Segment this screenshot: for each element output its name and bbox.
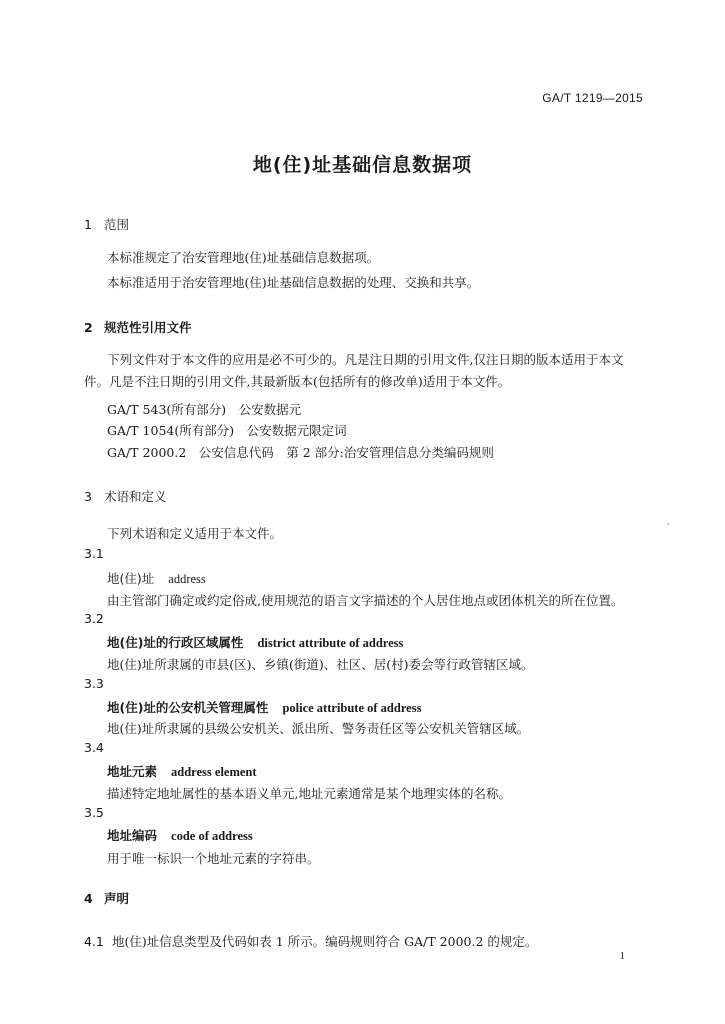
term-heading (107, 698, 421, 716)
scope-paragraph-2: 本标准适用于治安管理地(住)址基础信息数据的处理、交换和共享。 (107, 275, 480, 290)
term-definition: 用于唯一标识一个地址元素的字符串。 (107, 851, 320, 866)
normative-intro: 下列文件对于本文件的应用是必不可少的。凡是注日期的引用文件,仅注日期的版本适用于本文件。凡是不注日期的引用文件,其最新版本(包括所有的修改单)适用于本文件。 (84, 352, 624, 389)
term-en: district attribute of address (257, 636, 404, 650)
term-en: address (168, 572, 206, 586)
term-definition: 地(住)址所隶属的市县(区)、乡镇(街道)、社区、居(村)委会等行政管辖区域。 (107, 657, 534, 672)
term-heading (107, 826, 253, 844)
term-en: police attribute of address (282, 701, 422, 715)
normative-ref-2: GA/T 1054(所有部分) 公安数据元限定词 (107, 423, 347, 438)
scan-mark: - (666, 519, 670, 530)
term-definition: 由主管部门确定或约定俗成,使用规范的语言文字描述的个人居住地点或团体机关的所在位置。 (107, 593, 624, 608)
document-title: 地(住)址基础信息数据项 (252, 154, 473, 176)
clause-text: 地(住)址信息类型及代码如表 1 所示。编码规则符合 GA/T 2000.2 的规定。 (112, 934, 538, 949)
section-4-heading (84, 889, 129, 907)
term-zh: 地址元素 (107, 764, 158, 779)
term-number: 3.1 (84, 546, 104, 561)
section-title: 规范性引用文件 (104, 320, 192, 335)
section-number: 4 (84, 891, 93, 906)
page-number: 1 (619, 950, 625, 962)
section-3-heading (84, 487, 167, 505)
term-zh: 地(住)址的公安机关管理属性 (107, 700, 269, 715)
term-en: address element (171, 765, 257, 779)
term-heading (107, 762, 257, 780)
term-number: 3.2 (84, 611, 104, 626)
term-definition: 地(住)址所隶属的县级公安机关、派出所、警务责任区等公安机关管辖区域。 (107, 721, 530, 736)
section-title: 术语和定义 (104, 489, 167, 504)
term-zh: 地址编码 (107, 828, 158, 843)
normative-ref-3: GA/T 2000.2 公安信息代码 第 2 部分:治安管理信息分类编码规则 (107, 445, 494, 460)
clause-number: 4.1 (84, 934, 104, 949)
term-number: 3.5 (84, 805, 104, 820)
standard-code: GA/T 1219—2015 (542, 91, 643, 105)
section-1-heading (84, 215, 129, 233)
term-number: 3.4 (84, 740, 104, 755)
term-en: code of address (171, 829, 253, 843)
section-title: 范围 (104, 217, 130, 232)
terms-intro: 下列术语和定义适用于本文件。 (107, 526, 283, 541)
scope-paragraph-1: 本标准规定了治安管理地(住)址基础信息数据项。 (107, 250, 380, 265)
section-2-heading (84, 318, 192, 336)
normative-ref-1: GA/T 543(所有部分) 公安数据元 (107, 402, 302, 417)
term-zh: 地(住)址的行政区域属性 (107, 635, 244, 650)
term-heading (107, 569, 206, 587)
section-number: 1 (84, 217, 92, 232)
term-heading (107, 633, 403, 651)
clause-4-1 (84, 932, 537, 950)
term-number: 3.3 (84, 676, 104, 691)
section-title: 声明 (104, 891, 130, 906)
term-definition: 描述特定地址属性的基本语义单元,地址元素通常是某个地理实体的名称。 (107, 786, 511, 801)
section-number: 2 (84, 320, 93, 335)
section-number: 3 (84, 489, 92, 504)
term-zh: 地(住)址 (107, 571, 155, 586)
